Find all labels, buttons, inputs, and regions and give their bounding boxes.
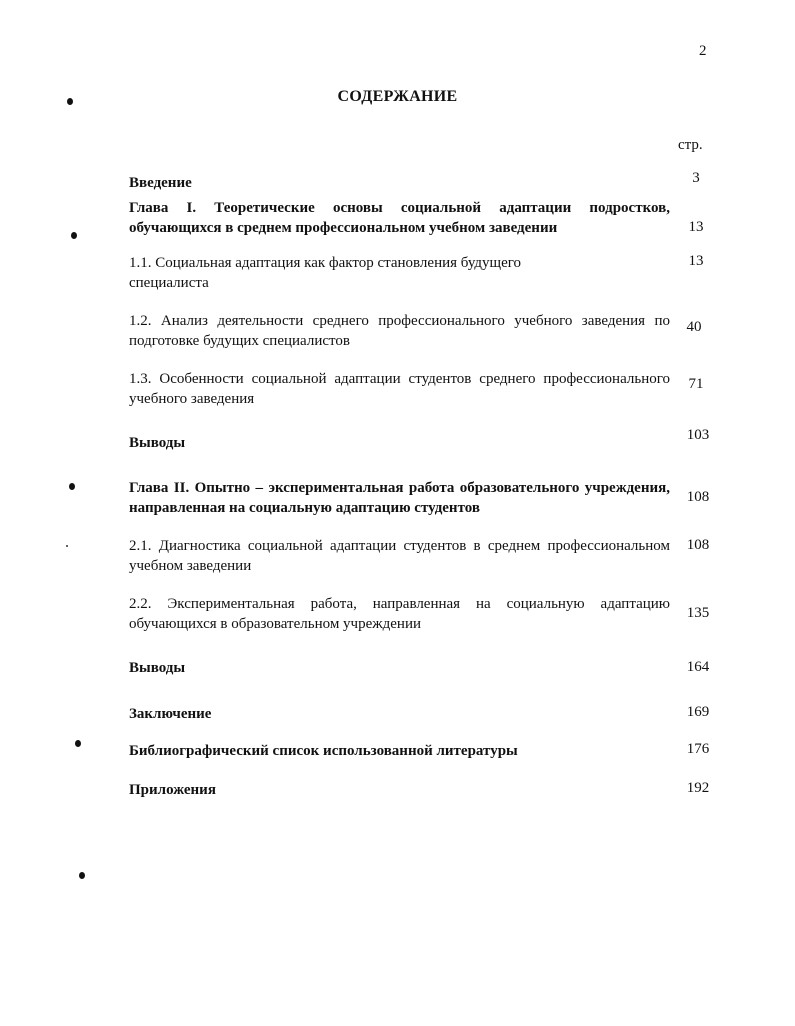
toc-page-section-1-2: 40	[686, 319, 702, 335]
toc-page-conclusion: 169	[686, 704, 710, 720]
toc-page-section-2-1: 108	[686, 537, 710, 553]
toc-page-section-2-2: 135	[686, 605, 710, 621]
page-title: СОДЕРЖАНИЕ	[337, 88, 458, 105]
toc-entry-chapter-2: Глава II. Опытно – экспериментальная работа образовательного учреждения, направленная на социальную адаптацию студентов	[129, 480, 670, 516]
toc-entry-appendices: Приложения	[129, 782, 216, 798]
page-number: 2	[699, 43, 707, 59]
toc-page-chapter-1: 13	[688, 219, 704, 235]
toc-entry-bibliography: Библиографический список использованной литературы	[129, 743, 518, 759]
toc-entry-introduction: Введение	[129, 175, 192, 191]
toc-page-section-1-3: 71	[688, 376, 704, 392]
binding-hole-mark	[69, 483, 75, 490]
binding-hole-mark	[79, 872, 85, 879]
binding-hole-mark	[71, 232, 77, 239]
toc-page-chapter-2: 108	[686, 489, 710, 505]
toc-page-conclusions-1: 103	[686, 427, 710, 443]
toc-entry-section-1-3: 1.3. Особенности социальной адаптации студентов среднего профессионального учебного заведения	[129, 371, 670, 407]
binding-hole-mark	[67, 98, 73, 105]
toc-page-conclusions-2: 164	[686, 659, 710, 675]
toc-entry-conclusions-2: Выводы	[129, 660, 186, 676]
toc-entry-conclusion: Заключение	[129, 706, 212, 722]
toc-page-bibliography: 176	[686, 741, 710, 757]
toc-entry-chapter-1: Глава I. Теоретические основы социальной адаптации подростков, обучающихся в среднем профессиональном учебном заведении	[129, 200, 670, 236]
toc-entry-conclusions-1: Выводы	[129, 435, 186, 451]
toc-page-appendices: 192	[686, 780, 710, 796]
toc-page-introduction: 3	[692, 170, 700, 186]
toc-entry-section-2-2: 2.2. Экспериментальная работа, направленная на социальную адаптацию обучающихся в образовательном учреждении	[129, 596, 670, 632]
toc-entry-section-1-2: 1.2. Анализ деятельности среднего профессионального учебного заведения по подготовке будущих специалистов	[129, 313, 670, 349]
scan-speck	[66, 545, 68, 547]
binding-hole-mark	[75, 740, 81, 747]
page-column-label: стр.	[678, 137, 703, 153]
toc-entry-section-1-1: 1.1. Социальная адаптация как фактор становления будущего специалиста	[129, 255, 522, 291]
toc-page-section-1-1: 13	[688, 253, 704, 269]
toc-entry-section-2-1: 2.1. Диагностика социальной адаптации студентов в среднем профессиональном учебном заведении	[129, 538, 670, 574]
